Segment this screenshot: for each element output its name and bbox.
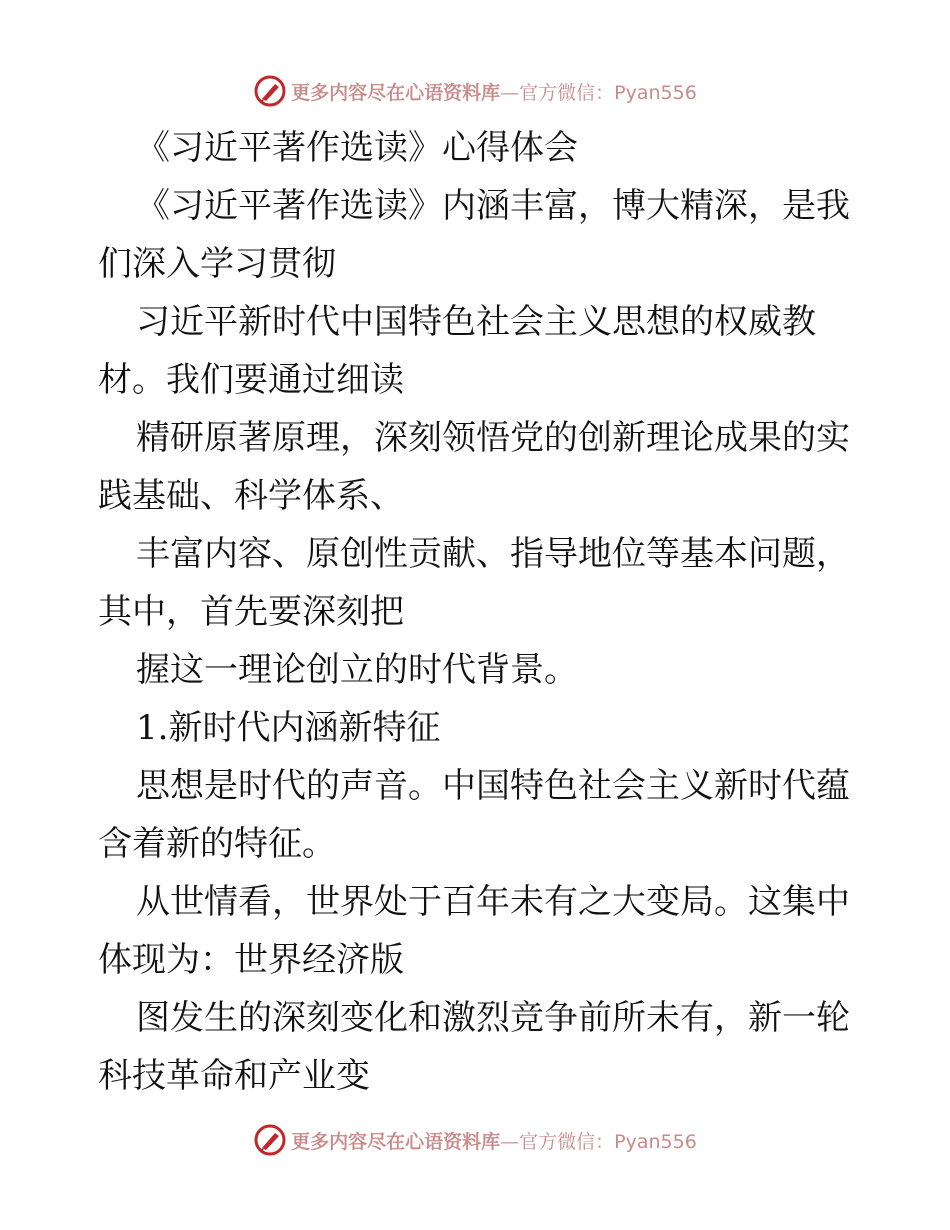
banner-wechat-text: 官方微信：Pyan556	[519, 81, 697, 104]
banner-site-text: 更多内容尽在心语资料库	[291, 1130, 501, 1153]
doc-line: 们深入学习贯彻	[98, 244, 336, 284]
doc-line: 践基础、科学体系、	[98, 476, 404, 516]
pen-logo-icon	[253, 74, 287, 108]
banner-dash: —	[500, 1130, 520, 1153]
doc-line: 含着新的特征。	[98, 824, 336, 864]
doc-line: 从世情看，世界处于百年未有之大变局。这集中	[136, 882, 850, 922]
doc-title: 《习近平著作选读》心得体会	[136, 128, 578, 168]
doc-line: 《习近平著作选读》内涵丰富，博大精深，是我	[136, 186, 850, 226]
doc-line: 思想是时代的声音。中国特色社会主义新时代蕴	[136, 766, 850, 806]
footer-banner	[0, 1120, 950, 1160]
doc-line: 丰富内容、原创性贡献、指导地位等基本问题，	[136, 534, 850, 574]
doc-line: 握这一理论创立的时代背景。	[136, 650, 578, 690]
banner-dash: —	[500, 81, 520, 104]
doc-line: 体现为：世界经济版	[98, 940, 404, 980]
banner-text	[291, 78, 697, 105]
banner-site-text: 更多内容尽在心语资料库	[291, 81, 501, 104]
doc-line: 精研原著原理，深刻领悟党的创新理论成果的实	[136, 418, 850, 458]
banner-wechat-text: 官方微信：Pyan556	[519, 1130, 697, 1153]
pen-logo-icon	[253, 1123, 287, 1157]
document-body	[98, 119, 858, 1105]
doc-line: 其中，首先要深刻把	[98, 592, 404, 632]
doc-line: 科技革命和产业变	[98, 1056, 370, 1096]
doc-line: 图发生的深刻变化和激烈竞争前所未有，新一轮	[136, 998, 850, 1038]
section-heading: 1.新时代内涵新特征	[136, 708, 441, 748]
header-banner	[0, 71, 950, 111]
doc-line: 习近平新时代中国特色社会主义思想的权威教	[136, 302, 816, 342]
banner-text	[291, 1127, 697, 1154]
doc-line: 材。我们要通过细读	[98, 360, 404, 400]
